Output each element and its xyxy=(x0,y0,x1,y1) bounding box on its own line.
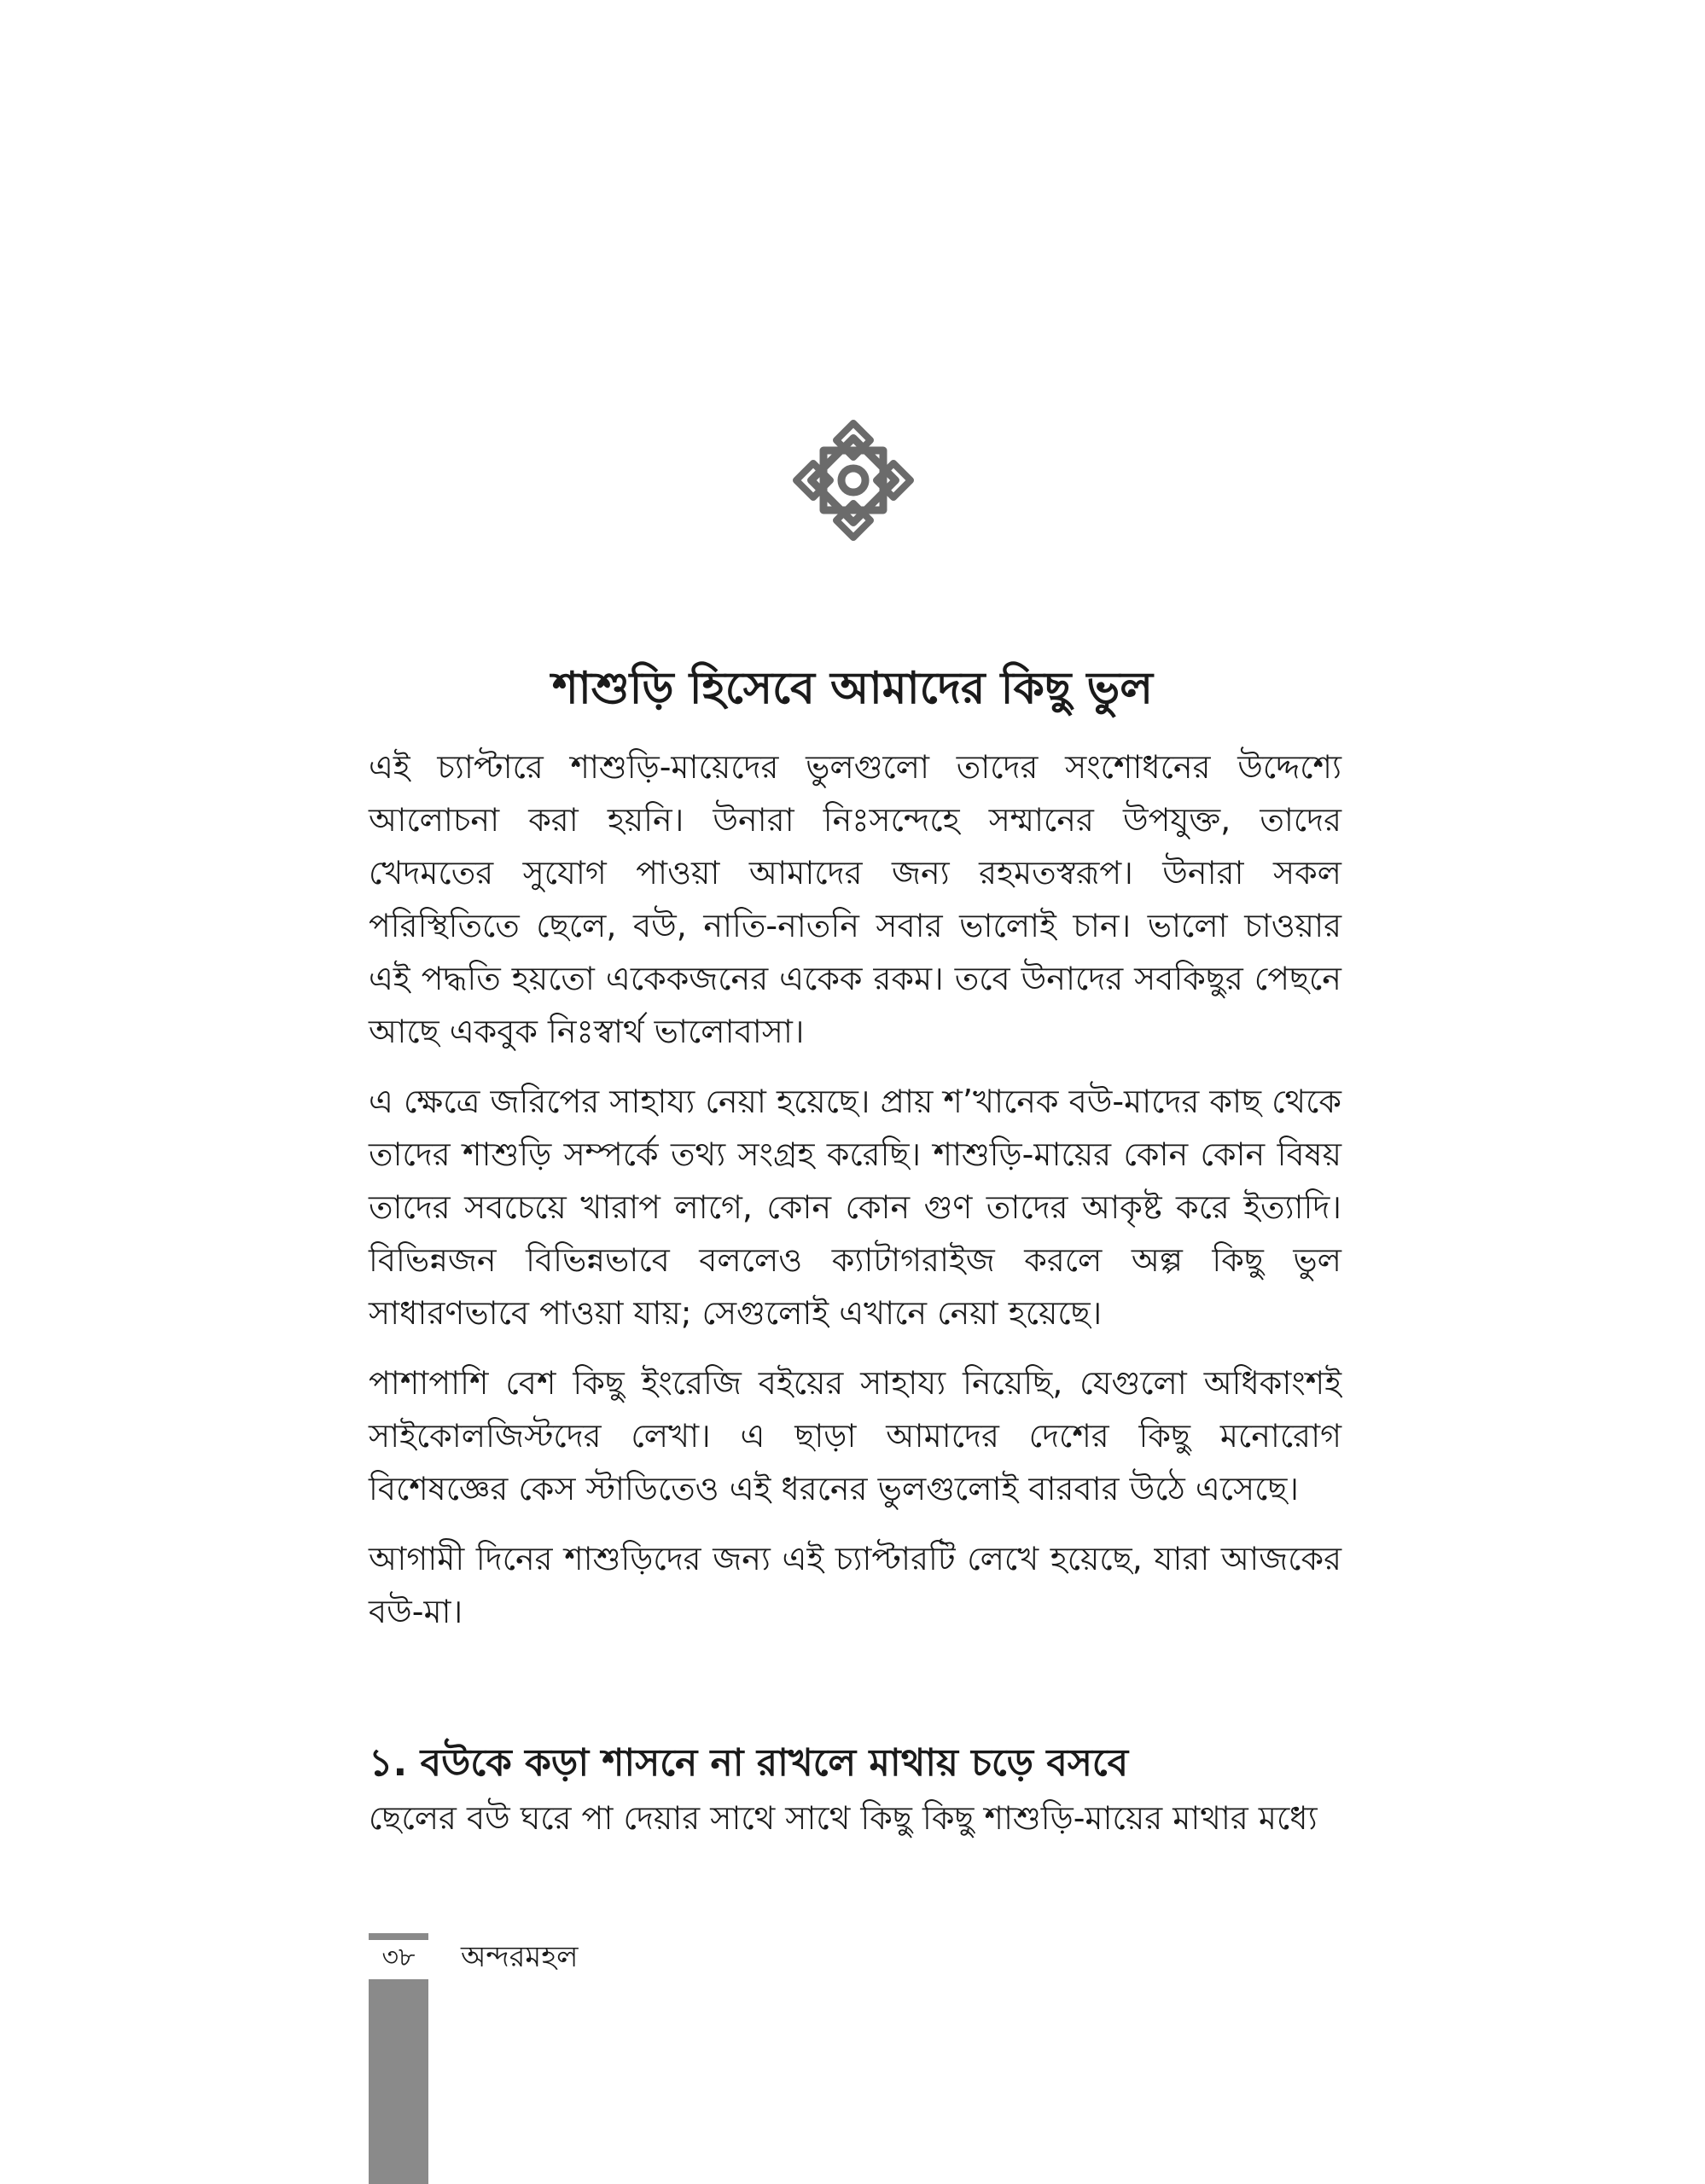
section-paragraph: ছেলের বউ ঘরে পা দেয়ার সাথে সাথে কিছু কিছু শাশুড়ি-মায়ের মাথার মধ্যে xyxy=(369,1799,1318,1837)
footer-bar xyxy=(369,1979,428,2184)
paragraph-sources: পাশাপাশি বেশ কিছু ইংরেজি বইয়ের সাহায্য নিয়েছি, যেগুলো অধিকাংশই সাইকোলজিস্টদের লেখা। এ ছাড়া আমাদের দেশের কিছু মনোরোগ বিশেষজ্ঞের কেস স্টাডিতেও এই ধরনের ভুলগুলোই বারবার উঠে এসেছে। xyxy=(369,1364,1341,1507)
running-book-title: অন্দরমহল xyxy=(461,1940,579,1974)
chapter-body xyxy=(369,741,1341,1655)
page-number: ৩৮ xyxy=(381,1943,416,1972)
paragraph-survey: এ ক্ষেত্রে জরিপের সাহায্য নেয়া হয়েছে। প্রায় শ’খানেক বউ-মাদের কাছ থেকে তাদের শাশুড়ি সম্পর্কে তথ্য সংগ্রহ করেছি। শাশুড়ি-মায়ের কোন কোন বিষয় তাদের সবচেয়ে খারাপ লাগে, কোন কোন গুণ তাদের আকৃষ্ট করে ইত্যাদি। বিভিন্নজন বিভিন্নভাবে বললেও ক্যাটাগরাইজ করলে অল্প কিছু ভুল সাধারণভাবে পাওয়া যায়; সেগুলোই এখানে নেয়া হয়েছে। xyxy=(369,1083,1341,1332)
section-heading: ১. বউকে কড়া শাসনে না রাখলে মাথায় চড়ে বসবে xyxy=(369,1741,1129,1785)
chapter-title: শাশুড়ি হিসেবে আমাদের কিছু ভুল xyxy=(552,663,1153,714)
islamic-star-ornament-icon xyxy=(789,416,917,544)
paragraph-audience: আগামী দিনের শাশুড়িদের জন্য এই চ্যাপ্টারটি লেখে হয়েছে, যারা আজকের বউ-মা। xyxy=(369,1540,1341,1630)
paragraph-intro: এই চ্যাপ্টারে শাশুড়ি-মায়েদের ভুলগুলো তাদের সংশোধনের উদ্দেশ্যে আলোচনা করা হয়নি। উনারা নিঃসন্দেহে সম্মানের উপযুক্ত, তাদের খেদমতের সুযোগ পাওয়া আমাদের জন্য রহমতস্বরূপ। উনারা সকল পরিস্থিতিতে ছেলে, বউ, নাতি-নাতনি সবার ভালোই চান। ভালো চাওয়ার এই পদ্ধতি হয়তো একেকজনের একেক রকম। তবে উনাদের সবকিছুর পেছনে আছে একবুক নিঃস্বার্থ ভালোবাসা। xyxy=(369,748,1341,1050)
